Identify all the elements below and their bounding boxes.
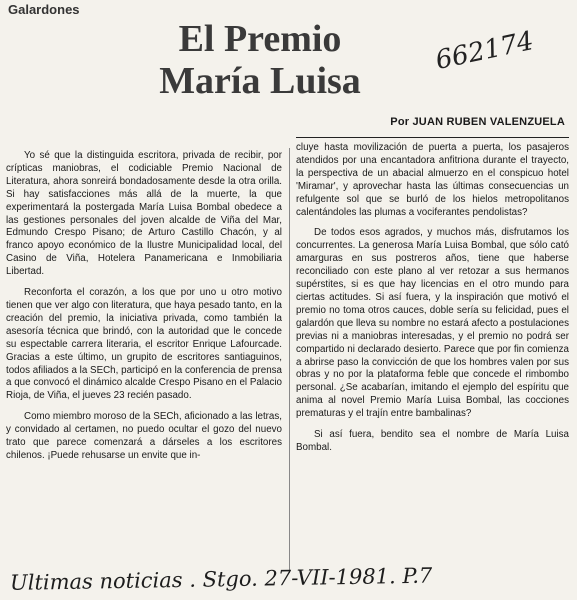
- article-paragraph: Reconforta el corazón, a los que por uno u otro motivo tienen que ver algo con literatura, que haya pesado tanto, en la creación del premio, la iniciativa privada, como también la asesoría técnica que brindó, con la autoridad que le concede su espectable carrera literaria, el escritor Enrique Lafourcade. Gracias a este último, un grupito de escritores santiaguinos, todos afiliados a la SECh, participó en la conferencia de prensa a que convocó el dinámico alcalde Crespo Pisano en el Palacio Rioja, de Viña, el jueves 23 recién pasado.: [6, 287, 282, 402]
- headline: [60, 18, 460, 102]
- column-divider: [289, 148, 290, 573]
- article-paragraph: cluye hasta movilización de puerta a puerta, los pasajeros atendidos por una encantadora anfitriona durante el trayecto, la perspectiva de un abacial almuerzo en el conspicuo hotel 'Miramar', y aprovechar hasta las últimas consecuencias un refulgente sol que se burló de los hielos metropolitanos calentándoles las plumas a vociferantes pendolistas?: [296, 142, 569, 218]
- headline-line-1: El Premio: [178, 18, 342, 60]
- article-paragraph: Si así fuera, bendito sea el nombre de María Luisa Bombal.: [296, 429, 569, 453]
- article-column-left: [6, 150, 282, 471]
- article-column-right: [296, 142, 569, 463]
- handwritten-source-note: Ultimas noticias . Stgo. 27-VII-1981. P.7: [9, 563, 433, 595]
- section-label: Galardones: [8, 2, 80, 17]
- handwritten-catalog-number: 662174: [432, 26, 537, 76]
- column-rule: [296, 137, 569, 138]
- headline-line-2: María Luisa: [159, 60, 361, 102]
- article-paragraph: Yo sé que la distinguida escritora, privada de recibir, por crípticas maniobras, el codiciable Premio Nacional de Literatura, ahora sonreirá bondadosamente desde la otra orilla. Si hay satisfacciones más allá de la muerte, la que experimentará la postergada María Luisa Bombal obedece a las gestiones personales del joven alcalde de Viña del Mar, Edmundo Crespo Pisano; de Arturo Castillo Chacón, y al franco apoyo económico de la Ilustre Municipalidad local, del Casino de Viña, Hotelera Panamericana e Inmobiliaria Libertad.: [6, 150, 282, 278]
- article-paragraph: De todos esos agrados, y muchos más, disfrutamos los concurrentes. La generosa María Luisa Bombal, que sólo cató amarguras en sus postreros años, tiene que haberse reconciliado con este plano al ver retozar a sus hermanos supérstites, si es que hay licencias en el otro mundo para ciertas actitudes. Si así fuera, y la inspiración que motivó el premio no toma otros cauces, doble sería su felicidad, pues el galardón que lleva su nombre no estará afecto a postulaciones previas ni a maniobras interesadas, y el premio no podrá ser compartido ni declarado desierto. Parece que por fin comienza a abrirse paso la convicción de que los hombres valen por sus obras y no por la plataforma feble que concede el rimbombo personal. ¿Se acabarían, imitando el ejemplo del espíritu que anima al novel Premio María Luisa Bombal, las cocciones prematuras y el trajín entre bambalinas?: [296, 227, 569, 420]
- byline: Por JUAN RUBEN VALENZUELA: [390, 116, 565, 128]
- article-paragraph: Como miembro moroso de la SECh, aficionado a las letras, y convidado al certamen, no puedo ocultar el gozo del nuevo trato que parece comenzará a dárseles a los escritores chilenos. ¡Puede rehusarse un envite que in-: [6, 411, 282, 461]
